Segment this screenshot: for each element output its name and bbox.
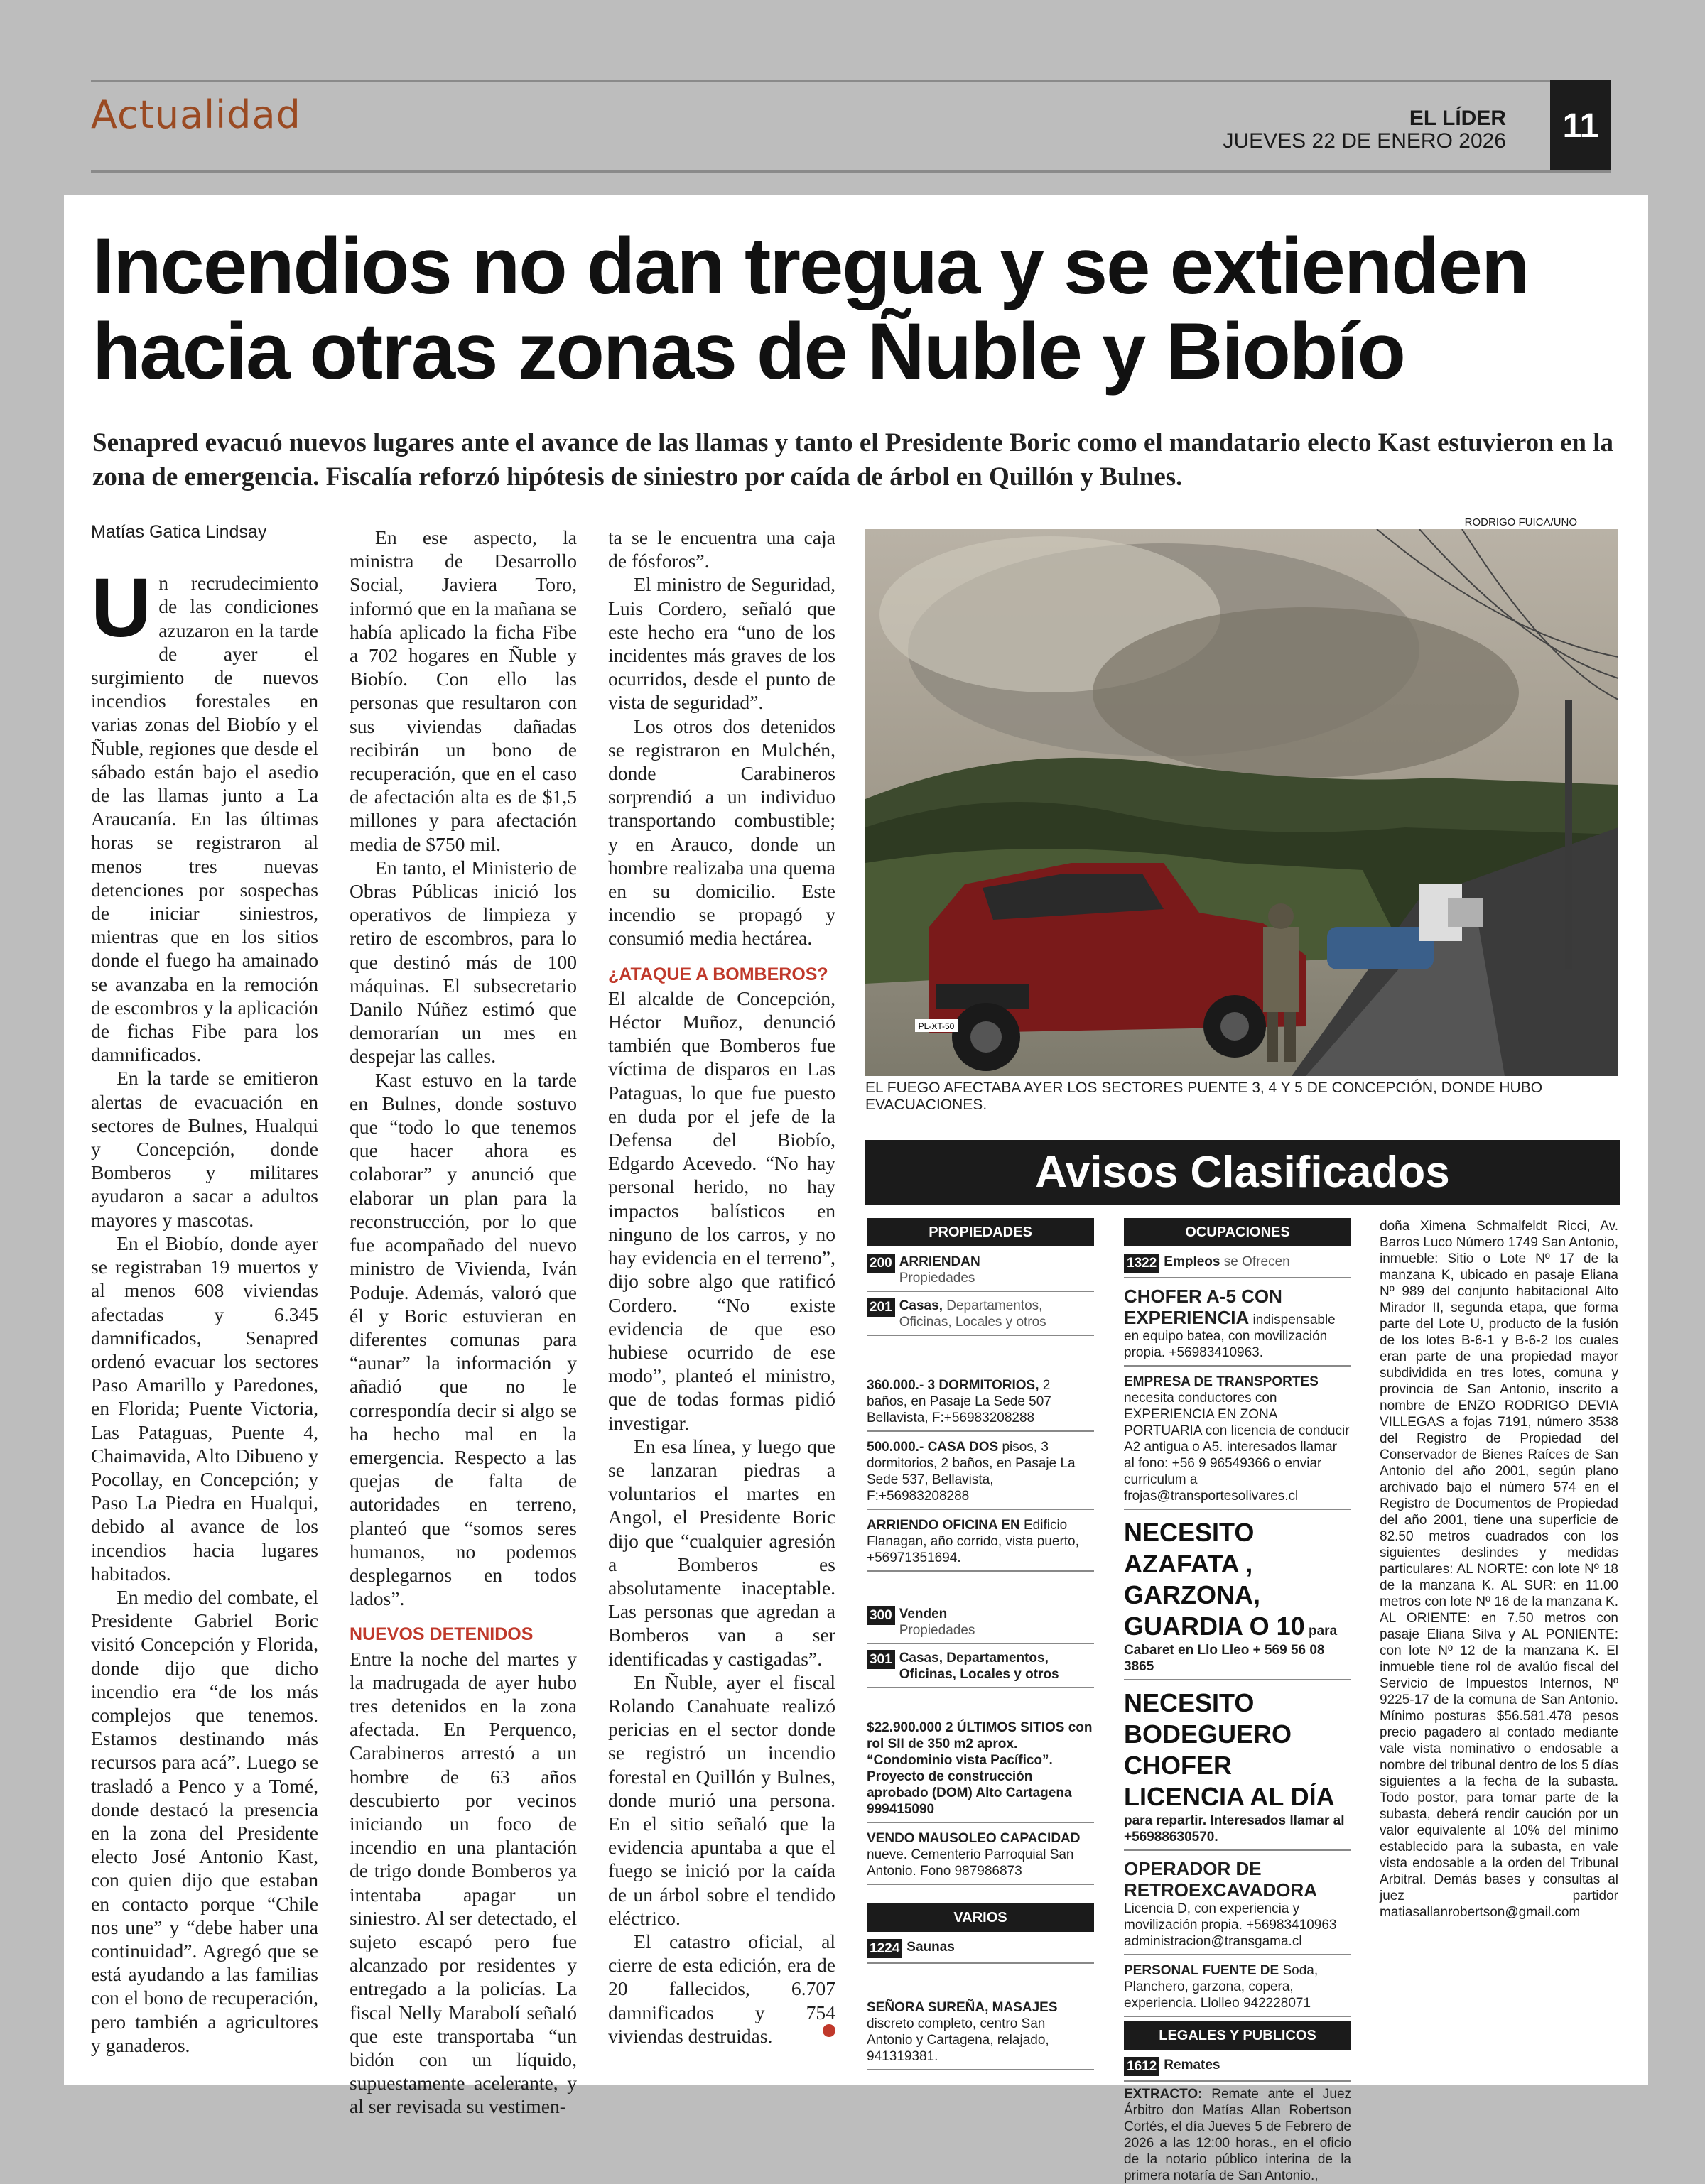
section-title: Actualidad [91,92,301,137]
ad-listing: SEÑORA SUREÑA, MASAJES discreto completo, centro San Antonio y Cartagena, relajado, 941319381. [867,1996,1094,2070]
classifieds-column-1 [867,1218,1094,2075]
ad-listing: EMPRESA DE TRANSPORTES necesita conductores con EXPERIENCIA EN ZONA PORTUARIA con licencia de conducir A2 antigua o A5. interesados llamar al fono: +56 9 96549366 o enviar curriculum a frojas@transportesolivares.cl [1124,1371,1351,1510]
ad-listing: NECESITO AZAFATA , GARZONA, GUARDIA O 10 para Cabaret en Llo Lleo + 569 56 08 3865 [1124,1514,1351,1680]
paragraph: n recrudecimiento de las condiciones azuzaron en la tarde de ayer el surgimiento de nuevos incendios forestales en varias zonas del Biobío y el Ñuble, regiones que desde el sábado están bajo el asedio de las llamas junto a La Araucanía. En las últimas horas se registraron al menos tres nuevas detenciones por sospechas de iniciar siniestros, mientras que en los sitios donde el fuego ha amainado se avanzaba en la remoción de escombros y la aplicación de fichas Fibe para los damnificados. [91,572,318,1066]
code-200: 200 ARRIENDAN Propiedades [867,1252,1094,1292]
legal-notice-continued: doña Ximena Schmalfeldt Ricci, Av. Barros Luco Número 1749 San Antonio, inmueble: Sitio o Lote Nº 17 de la manzana K, ubicado en pasaje Eliana Nº 989 del conjunto habitacional Alto Mirador II, segunda etapa, que forma parte del Lote U, producto de la fusión de los lotes B-6-1 y B-6-2 los cuales eran parte de una propiedad mayor subdividida en tres lotes, comuna y provincia de San Antonio, inscrito a nombre de ENZO RODRIGO DEVIA VILLEGAS a fojas 7191, número 3538 del Registro de Propiedad del Conservador de Bienes Raíces de San Antonio del año 2001, según plano archivado bajo el número 574 en el Registro de Documentos de Propiedad del año 2001, tiene una superficie de 82.50 metros cuadrados con los siguientes deslindes y medidas particulares: AL NORTE: con lote Nº 18 de la manzana K. AL SUR: en 11.00 metros con lote Nº 16 de la manzana K. AL ORIENTE: en 7.50 metros con pasaje Eliana Silva y AL PONIENTE: con lote Nº 12 de la manzana K. El inmueble tiene rol de avalúo fiscal del Servicio de Impuestos Internos, Nº 9225-17 de la comuna de San Antonio. Mínimo posturas $56.581.478 pesos precio pagadero al contado mediante vale vista nominativo o endosable a nombre del tribunal dentro de los 5 días siguientes a la fecha de la subasta. Todo postor, para tomar parte de la subasta, deberá rendir caución por un valor equivalente al 10% del mínimo establecido para la subasta, en vale vista endosable a la orden del Tribunal Arbitral. Demás bases y consultas al juez partidor matiasallanrobertson@gmail.com [1380,1219,1618,1920]
ad-listing: CHOFER A-5 CON EXPERIENCIA indispensable en equipo batea, con movilización propia. +56983410963. [1124,1283,1351,1367]
article-column-1 [91,521,318,2057]
code-301: 301 Casas, Departamentos, Oficinas, Locales y otros [867,1648,1094,1688]
code-1224: 1224 Saunas [867,1938,1094,1964]
ad-listing: VENDO MAUSOLEO CAPACIDAD nueve. Cementerio Parroquial San Antonio. Fono 987986873 [867,1827,1094,1885]
paragraph: En tanto, el Ministerio de Obras Públicas inició los operativos de limpieza y retiro de escombros, para lo que destinó más de 100 máquinas. El subsecretario Danilo Núñez estimó que demorarían un mes en despejar las calles. [350,856,577,1067]
paragraph: En ese aspecto, la ministra de Desarrollo Social, Javiera Toro, informó que en la mañana se había aplicado la ficha Fibe a 702 hogares en Ñuble y Biobío. Con ello las personas que resultaron con sus viviendas dañadas recibirán un bono de recuperación, que en el caso de afectación alta es de $1,5 millones y para afectación media de $750 mil. [350,526,577,855]
photo-credit: RODRIGO FUICA/UNO [1464,516,1577,528]
ad-listing: 500.000.- CASA DOS pisos, 3 dormitorios, 2 baños, en Pasaje La Sede 537, Bellavista, F:+56983208288 [867,1436,1094,1510]
header-rule-top [91,80,1611,82]
article-headline: Incendios no dan tregua y se extienden hacia otras zonas de Ñuble y Biobío [92,222,1529,396]
ad-listing: NECESITO BODEGUERO CHOFER LICENCIA AL DÍA para repartir. Interesados llamar al +56988630570. [1124,1685,1351,1851]
news-photo [865,529,1618,1076]
paragraph: En el Biobío, donde ayer se registraban 19 muertos y al menos 608 viviendas afectadas y 6.345 damnificados, Senapred ordenó evacuar los sectores Paso Amarillo y Paredones, en Florida; Puente Victoria, Las Pataguas, Puente 4, Chaimavida, Alto Dibueno y Pocollay, en Concepción; y Paso La Piedra en Hualqui, debido al avance de los incendios hacia lugares habitados. [91,1232,318,1585]
subhead-nuevos-detenidos: NUEVOS DETENIDOS [350,1624,534,1645]
ad-listing: EXTRACTO: Remate ante el Juez Árbitro don Matías Allan Robertson Cortés, el día Jueves 5 de Febrero de 2026 a las 12:00 horas., en el oficio de la notario público interina de la primera notaría de San Antonio., [1124,2087,1352,2183]
paragraph: El ministro de Seguridad, Luis Cordero, señaló que este hecho era “uno de los incidentes más graves de los ocurridos, desde el punto de vista de seguridad”. [608,573,835,714]
paragraph: El catastro oficial, al cierre de esta edición, era de 20 fallecidos, 6.707 damnificados y 754 viviendas destruidas. [608,1930,835,2047]
paragraph: ta se le encuentra una caja de fósforos”. [608,526,835,572]
license-plate: PL-XT-50 [918,1021,955,1031]
ad-listing: OPERADOR DE RETROEXCAVADORA Licencia D, con experiencia y movilización propia. +56983410963 administracion@transgama.cl [1124,1855,1351,1955]
ad-listing: ARRIENDO OFICINA EN Edificio Flanagan, año corrido, vista puerto, +56971351694. [867,1514,1094,1572]
category-ocupaciones: OCUPACIONES [1124,1218,1351,1246]
paragraph: En Ñuble, ayer el fiscal Rolando Canahuate realizó pericias en el sector donde se registró un incendio forestal en Quillón y Bulnes, donde murió una persona. En el sitio señaló que la evidencia apuntaba a que el fuego se inició por la caída de un árbol sobre el tendido eléctrico. [608,1670,835,1929]
article-column-2 [350,526,577,2119]
ad-listing: 360.000.- 3 DORMITORIOS, 2 baños, en Pasaje La Sede 507 Bellavista, F:+56983208288 [867,1374,1094,1432]
code-1612: 1612 Remates [1124,2055,1351,2082]
classifieds-column-2 [1124,1218,1351,2184]
code-1322: 1322 Empleos se Ofrecen [1124,1252,1351,1278]
end-mark-icon [823,2024,835,2037]
drop-cap: U [91,561,152,656]
issue-date: JUEVES 22 DE ENERO 2026 [1223,129,1506,153]
wildfire-road-photo [865,529,1618,1076]
paragraph: En la tarde se emitieron alertas de evacuación en sectores de Bulnes, Hualqui y Concepción, donde Bomberos y militares ayudaron a sacar a adultos mayores y mascotas. [91,1067,318,1231]
code-201: 201 Casas, Departamentos, Oficinas, Locales y otros [867,1296,1094,1336]
subhead-ataque-bomberos: ¿ATAQUE A BOMBEROS? [608,964,828,984]
paragraph: Los otros dos detenidos se registraron en Mulchén, donde Carabineros sorprendió a un individuo transportando combustible; y en Arauco, donde un hombre realizaba una quema en su domicilio. Este incendio se propagó y consumió media hectárea. [608,715,835,950]
byline: Matías Gatica Lindsay [91,522,267,542]
photo-caption: EL FUEGO AFECTABA AYER LOS SECTORES PUENTE 3, 4 Y 5 DE CONCEPCIÓN, DONDE HUBO EVACUACIONES. [865,1080,1543,1113]
ad-listing: PERSONAL FUENTE DE Soda, Planchero, garzona, copera, experiencia. Llolleo 942228071 [1124,1960,1351,2017]
category-varios: VARIOS [867,1903,1094,1932]
page-number: 11 [1550,80,1611,173]
header-rule-bottom [91,170,1611,173]
ad-listing: $22.900.000 2 ÚLTIMOS SITIOS con rol SII de 350 m2 aprox. “Condominio vista Pacífico”. Proyecto de construcción aprobado (DOM) Alto Cartagena 999415090 [867,1717,1094,1823]
classifieds-title: Avisos Clasificados [865,1140,1620,1205]
paragraph: Entre la noche del martes y la madrugada de ayer hubo tres detenidos en la zona afectada. En Perquenco, Carabineros arrestó a un hombre de 63 años descubierto por vecinos iniciando un foco de incendio en una plantación de trigo donde Bomberos ya intentaba apagar un siniestro. Al ser detectado, el sujeto escapó pero fue alcanzado por residentes y entregado a la policías. La fiscal Nelly Marabolí señaló que este transportaba “un bidón con un líquido, supuestamente acelerante, y al ser revisada su vestimen- [350,1647,577,2118]
paragraph: En esa línea, y luego que se lanzaran piedras a voluntarios el martes en Angol, el Presidente Boric dijo que “cualquier agresión a Bomberos es absolutamente inaceptable. Las personas que agredan a Bomberos van a ser identificadas y castigadas”. [608,1435,835,1670]
paragraph: El alcalde de Concepción, Héctor Muñoz, denunció también que Bomberos fue víctima de disparos en Las Pataguas, lo que fue puesto en duda por el jefe de la Defensa del Biobío, Edgardo Acevedo. “No hay personal herido, no hay impactos balísticos en ninguno de los carros, y no hay evidencia en el terreno”, dijo sobre algo que ratificó Cordero. “No existe evidencia de que eso hubiese ocurrido de ese modo”, planteó el ministro, que de todas formas pidió investigar. [608,987,835,1434]
paragraph: En medio del combate, el Presidente Gabriel Boric visitó Concepción y Florida, donde dijo que dicho incendio era “de los más complejos que tenemos. Estamos destinando más recursos para acá”. Luego se trasladó a Penco y a Tomé, donde destacó la presencia en la zona del Presidente electo José Antonio Kast, con quien dijo que estaban en contacto porque “Chile nos une” y “debe haber una continuidad”. Agregó que se está ayudando a las familias con el bono de recuperación, pero también a agricultores y ganaderos. [91,1585,318,2056]
article-column-3 [608,526,835,2048]
newspaper-name: EL LÍDER [1409,107,1506,130]
article-deck: Senapred evacuó nuevos lugares ante el avance de las llamas y tanto el Presidente Boric como el mandatario electo Kast estuvieron en la zona de emergencia. Fiscalía reforzó hipótesis de siniestro por caída de árbol en Quillón y Bulnes. [92,428,1613,491]
paragraph: Kast estuvo en la tarde en Bulnes, donde sostuvo que “todo lo que tenemos que hacer ahora es colaborar” y anunció que elaborar un plan para la reconstrucción, por lo que fue acompañado del nuevo ministro de Vivienda, Iván Poduje. Además, valoró que él y Boric estuvieran en diferentes comunas para “aunar” la información y añadió que no le correspondía decir si algo se ha hecho mal en la emergencia. Respecto a las quejas de falta de autoridades en terreno, planteó que “somos seres humanos, no podemos desplegarnos en todos lados”. [350,1068,577,1610]
article-sheet [64,195,1648,2183]
code-300: 300 Venden Propiedades [867,1604,1094,1644]
category-legales: LEGALES Y PUBLICOS [1124,2021,1351,2050]
category-propiedades: PROPIEDADES [867,1218,1094,1246]
